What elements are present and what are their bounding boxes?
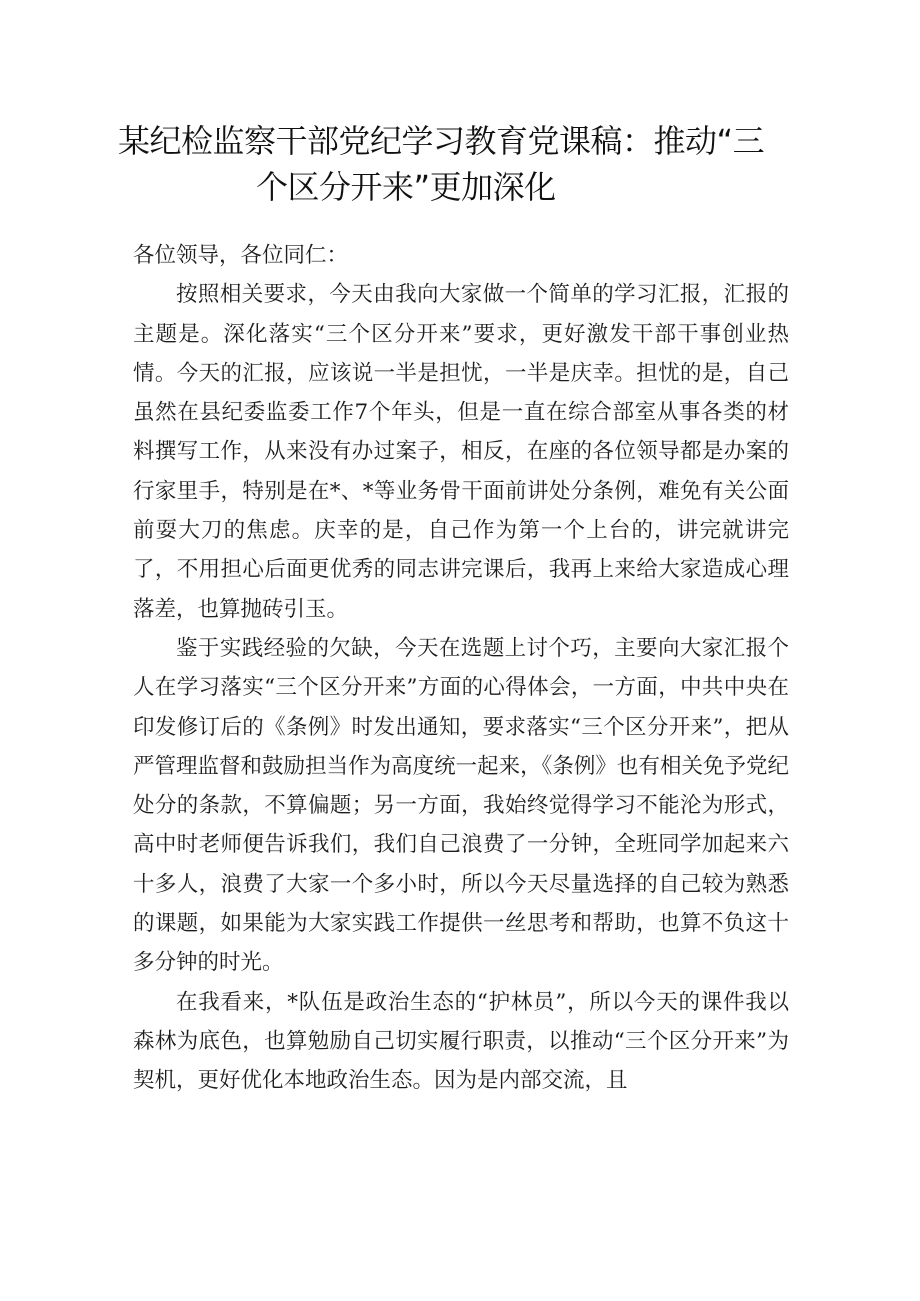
- paragraph-3: 在我看来，*队伍是政治生态的“护林员”，所以今天的课件我以森林为底色，也算勉励自己切实履行职责，以推动“三个区分开来”为契机，更好优化本地政治生态。因为是内部交流，且: [133, 989, 789, 1094]
- document-body: [133, 236, 789, 1101]
- salutation: 各位领导，各位同仁：: [133, 243, 349, 268]
- paragraph-2: 鉴于实践经验的欠缺，今天在选题上讨个巧，主要向大家汇报个人在学习落实“三个区分开来”方面的心得体会，一方面，中共中央在印发修订后的《条例》时发出通知，要求落实“三个区分开来”，把从严管理监督和鼓励担当作为高度统一起来，《条例》也有相关免予党纪处分的条款，不算偏题；另一方面，我始终觉得学习不能沦为形式，高中时老师便告诉我们，我们自己浪费了一分钟，全班同学加起来六十多人，浪费了大家一个多小时，所以今天尽量选择的自己较为熟悉的课题，如果能为大家实践工作提供一丝思考和帮助，也算不负这十多分钟的时光。: [133, 635, 789, 976]
- paragraph-1: 按照相关要求，今天由我向大家做一个简单的学习汇报，汇报的主题是。深化落实“三个区分开来”要求，更好激发干部干事创业热情。今天的汇报，应该说一半是担忧，一半是庆幸。担忧的是，自己虽然在县纪委监委工作7个年头，但是一直在综合部室从事各类的材料撰写工作，从来没有办过案子，相反，在座的各位领导都是办案的行家里手，特别是在*、*等业务骨干面前讲处分条例，难免有关公面前耍大刀的焦虑。庆幸的是，自己作为第一个上台的，讲完就讲完了，不用担心后面更优秀的同志讲完课后，我再上来给大家造成心理落差，也算抛砖引玉。: [133, 282, 789, 622]
- document-title: [118, 118, 808, 210]
- title-line-2: 个区分开来”更加深化: [256, 168, 556, 206]
- title-line-1: 某纪检监察干部党纪学习教育党课稿：推动“三: [118, 122, 765, 160]
